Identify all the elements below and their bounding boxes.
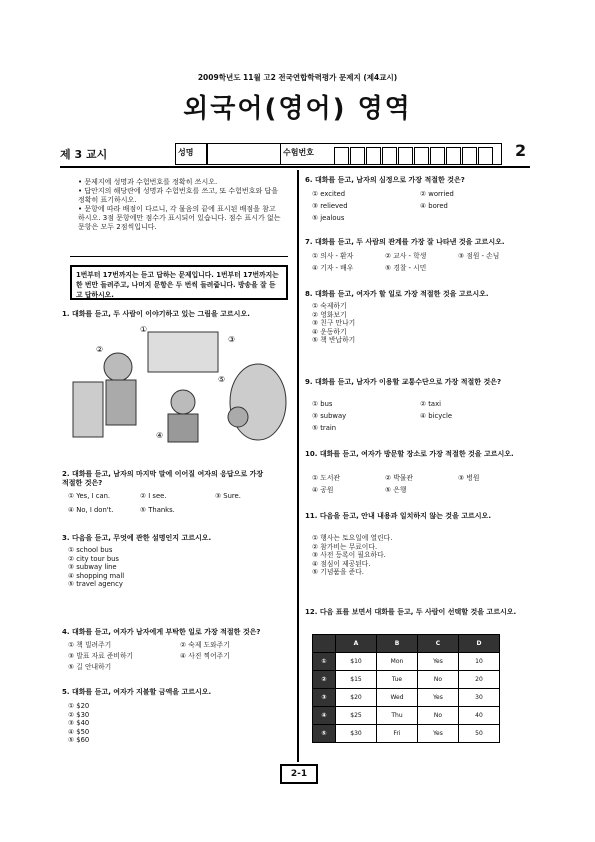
q7-option[interactable]: ① 의사 - 환자 <box>312 252 354 260</box>
table-row[interactable]: ① $10 Mon Yes 10 <box>313 653 500 671</box>
table-header: C <box>418 635 459 653</box>
column-divider <box>297 170 299 762</box>
label-1: ① <box>140 325 148 334</box>
footer-page-number: 2-1 <box>280 764 318 784</box>
instructions: • 문제지에 성명과 수험번호를 정확히 쓰시오. • 답안지의 해당란에 성명과 수험번호를 쓰고, 또 수험번호와 답을 정확히 표기하시오. • 문항에 따라 배점이 다르니, 각 물음의 끝에 표시된 배점을 참고 하시오. 3점 문항에만 점수가 표시되어 있습니다. 점수 표시가 없는 문항은 모두 2점씩입니다. <box>78 178 281 231</box>
q10-option[interactable]: ④ 공원 <box>312 486 334 494</box>
digit-cell <box>398 147 413 165</box>
q11-option[interactable]: ⑤ 기념품을 준다. <box>312 568 364 576</box>
q5-option[interactable]: ④ $50 <box>68 727 90 736</box>
q6-option[interactable]: ① excited <box>312 190 346 198</box>
q8-option[interactable]: ④ 운동하기 <box>312 327 347 336</box>
child-head <box>228 407 248 427</box>
person-head <box>171 390 195 414</box>
q11-option[interactable]: ① 행사는 토요일에 열린다. <box>312 534 393 542</box>
q5-option[interactable]: ⑤ $60 <box>68 736 90 744</box>
info-row <box>60 143 530 165</box>
person-head <box>104 353 132 381</box>
table-row[interactable]: ④ $25 Thu No 40 <box>313 707 500 725</box>
question-3: 3. 다음을 듣고, 무엇에 관한 설명인지 고르시오. <box>62 534 212 542</box>
q9-option[interactable]: ① bus <box>312 400 333 408</box>
question-11: 11. 다음을 듣고, 안내 내용과 일치하지 않는 것을 고르시오. <box>305 512 491 520</box>
question-12: 12. 다음 표를 보면서 대화를 듣고, 두 사람이 선택할 것을 고르시오. <box>305 608 517 616</box>
question-7: 7. 대화를 듣고, 두 사람의 관계를 가장 잘 나타낸 것을 고르시오. <box>305 238 505 246</box>
q6-option[interactable]: ③ relieved <box>312 202 348 210</box>
person-body <box>168 414 198 442</box>
q6-option[interactable]: ⑤ jealous <box>312 214 345 222</box>
q8-option[interactable]: ③ 친구 만나기 <box>312 319 356 327</box>
tv-shape <box>148 332 218 372</box>
digit-cell <box>478 147 493 165</box>
q4-option[interactable]: ⑤ 길 안내하기 <box>68 663 112 671</box>
q3-options <box>68 546 124 589</box>
q7-option[interactable]: ④ 기자 - 배우 <box>312 264 354 272</box>
header-divider <box>60 166 530 168</box>
bag-shape <box>73 382 103 437</box>
q2-option[interactable]: ② I see. <box>140 492 167 500</box>
table-row[interactable]: ③ $20 Wed Yes 30 <box>313 689 500 707</box>
label-3: ③ <box>228 335 236 344</box>
person-body <box>106 380 136 425</box>
q5-option[interactable]: ② $30 <box>68 710 90 719</box>
exam-number-label: 수험번호 <box>283 148 314 157</box>
question-1: 1. 대화를 듣고, 두 사람이 이야기하고 있는 그림을 고르시오. <box>62 310 250 318</box>
question-2: 2. 대화를 듣고, 남자의 마지막 말에 이어질 여자의 응답으로 가장 적절한 것은? <box>62 470 264 487</box>
digit-cell <box>350 147 365 165</box>
q9-option[interactable]: ④ bicycle <box>420 412 453 420</box>
person-figure <box>230 364 286 440</box>
name-label: 성명 <box>178 148 194 157</box>
question-4: 4. 대화를 듣고, 여자가 남자에게 부탁한 일로 가장 적절한 것은? <box>62 628 261 636</box>
q8-option[interactable]: ⑤ 책 반납하기 <box>312 336 356 344</box>
q4-option[interactable]: ① 책 빌려주기 <box>68 641 112 649</box>
page-title: 외국어(영어) 영역 <box>183 94 412 124</box>
q5-option[interactable]: ③ $40 <box>68 719 90 727</box>
digit-cell <box>382 147 397 165</box>
q6-option[interactable]: ④ bored <box>420 202 448 210</box>
q11-option[interactable]: ② 참가비는 무료이다. <box>312 542 378 551</box>
q5-options <box>68 702 89 745</box>
digit-cell <box>334 147 349 165</box>
label-2: ② <box>96 345 104 354</box>
question-10: 10. 대화를 듣고, 여자가 방문할 장소로 가장 적절한 것을 고르시오. <box>305 450 514 458</box>
q8-option[interactable]: ② 영화보기 <box>312 310 347 319</box>
table-corner <box>313 635 336 653</box>
period-label: 제 3 교시 <box>60 148 108 161</box>
page-number: 2 <box>515 141 527 160</box>
table-row[interactable]: ② $15 Tue No 20 <box>313 671 500 689</box>
q4-option[interactable]: ② 숙제 도와주기 <box>180 641 230 649</box>
q10-option[interactable]: ② 박물관 <box>385 474 413 482</box>
q3-option[interactable]: ① school bus <box>68 546 113 554</box>
q9-option[interactable]: ③ subway <box>312 412 347 420</box>
q11-options <box>312 534 392 577</box>
question-5: 5. 대화를 듣고, 여자가 지불할 금액을 고르시오. <box>62 688 212 696</box>
q10-option[interactable]: ③ 병원 <box>458 474 480 482</box>
table-header: B <box>377 635 418 653</box>
q11-option[interactable]: ③ 사전 등록이 필요하다. <box>312 551 386 559</box>
q11-option[interactable]: ④ 점심이 제공된다. <box>312 559 371 568</box>
q9-option[interactable]: ⑤ train <box>312 424 337 432</box>
q2-option[interactable]: ⑤ Thanks. <box>140 506 175 514</box>
q3-option[interactable]: ④ shopping mall <box>68 571 125 580</box>
label-4: ④ <box>156 431 164 440</box>
q3-option[interactable]: ③ subway line <box>68 563 117 571</box>
q4-option[interactable]: ④ 사진 찍어주기 <box>180 652 230 660</box>
digit-cell <box>366 147 381 165</box>
digit-cell <box>446 147 461 165</box>
digit-cell <box>430 147 445 165</box>
q2-option[interactable]: ③ Sure. <box>215 492 241 500</box>
table-header: A <box>336 635 377 653</box>
q7-option[interactable]: ② 교사 - 학생 <box>385 252 427 260</box>
table-header: D <box>459 635 500 653</box>
q2-option[interactable]: ① Yes, I can. <box>68 492 111 500</box>
table-row[interactable]: ⑤ $30 Fri Yes 50 <box>313 725 500 743</box>
q5-option[interactable]: ① $20 <box>68 702 90 710</box>
q10-option[interactable]: ⑤ 은행 <box>385 486 407 494</box>
q8-option[interactable]: ① 숙제하기 <box>312 302 347 310</box>
q3-option[interactable]: ② city tour bus <box>68 554 119 563</box>
options-table <box>312 634 500 743</box>
q7-option[interactable]: ③ 점원 - 손님 <box>458 252 500 260</box>
exam-header-line: 2009학년도 11월 고2 전국연합학력평가 문제지 (제4교시) <box>197 73 398 82</box>
q8-options <box>312 302 355 345</box>
q10-option[interactable]: ① 도서관 <box>312 474 340 482</box>
question-6: 6. 대화를 듣고, 남자의 심정으로 가장 적절한 것은? <box>305 176 465 184</box>
section-divider <box>70 256 288 257</box>
q9-option[interactable]: ② taxi <box>420 400 441 408</box>
question-8: 8. 대화를 듣고, 여자가 할 일로 가장 적절한 것을 고르시오. <box>305 290 489 298</box>
digit-cell <box>462 147 477 165</box>
exam-number-box <box>280 143 502 165</box>
digit-cell <box>414 147 429 165</box>
q6-option[interactable]: ② worried <box>420 190 454 198</box>
q3-option[interactable]: ⑤ travel agency <box>68 580 123 588</box>
question-9: 9. 대화를 듣고, 남자가 이용할 교통수단으로 가장 적절한 것은? <box>305 378 502 386</box>
q7-option[interactable]: ⑤ 경찰 - 시민 <box>385 264 427 272</box>
listening-notice: 1번부터 17번까지는 듣고 답하는 문제입니다. 1번부터 17번까지는 한 번만 들려주고, 나머지 문항은 두 번씩 들려줍니다. 방송을 잘 듣고 답하시오. <box>70 265 288 300</box>
table-header-row <box>313 635 500 653</box>
q4-option[interactable]: ③ 발표 자료 준비하기 <box>68 652 134 660</box>
q2-option[interactable]: ④ No, I don't. <box>68 506 114 514</box>
label-5: ⑤ <box>218 375 226 384</box>
question-1-illustration <box>68 322 293 447</box>
